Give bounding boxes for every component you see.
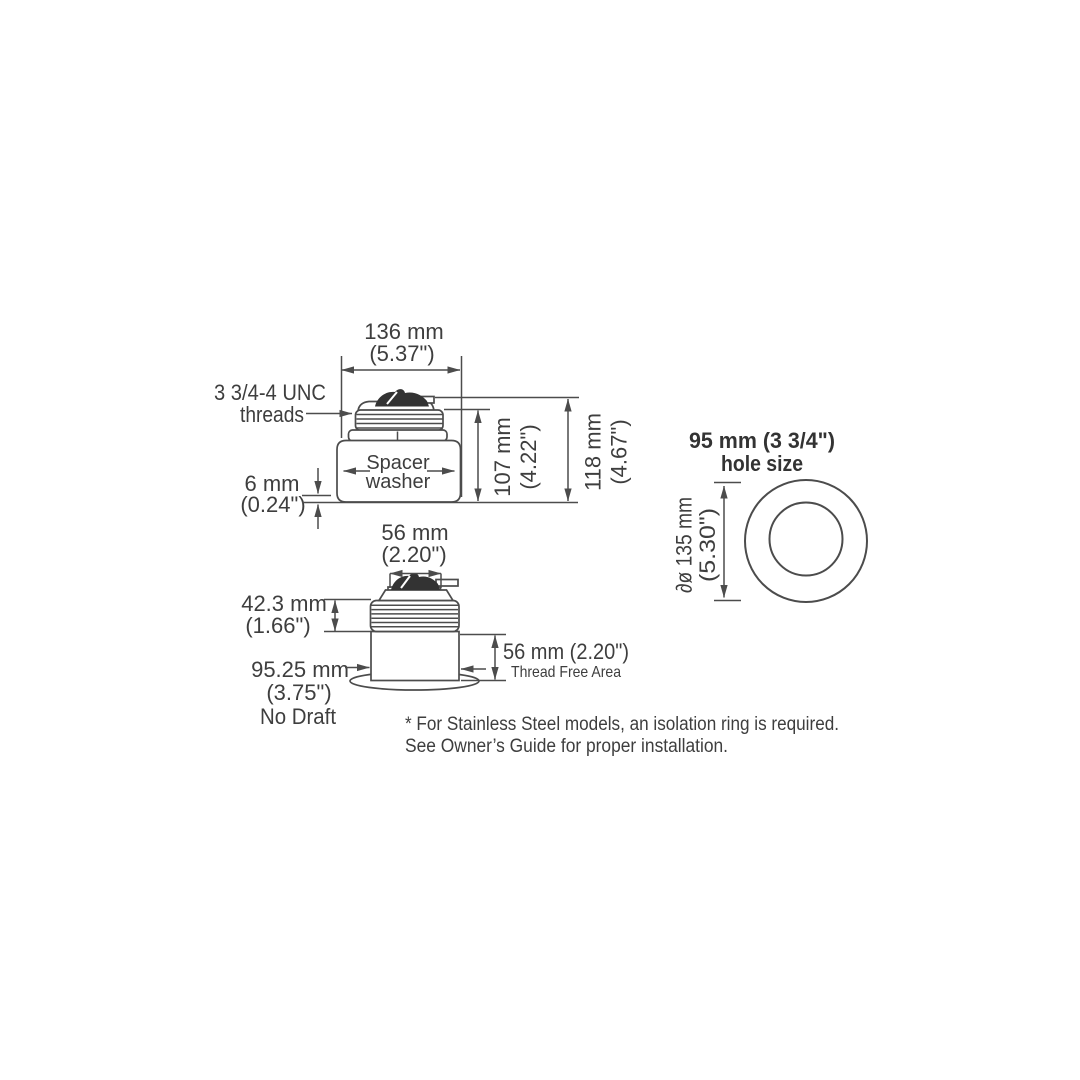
front-view-drawing [241, 520, 629, 729]
dim-135mm-inch-label: (5.30") [695, 516, 720, 582]
thread-free-area-label: Thread Free Area [511, 664, 622, 681]
spacer-washer-label-line2: washer [365, 471, 431, 493]
dim-136mm-label: 136 mm [364, 319, 444, 344]
dim-135mm-label: ∂ø 135 mm [671, 483, 697, 593]
thread-free-body [371, 632, 459, 681]
dim-42mm-label: 42.3 mm [241, 591, 327, 616]
hole-inner-circle [770, 503, 843, 576]
dim-42mm-inch-label: (1.66") [245, 613, 311, 638]
dim-107mm-label: 107 mm [490, 417, 515, 497]
side-view-drawing [214, 319, 632, 529]
cap-wing-shape-2 [391, 573, 440, 590]
dim-9525mm-label: 95.25 mm [251, 657, 349, 682]
dim-118mm-label: 118 mm [580, 413, 606, 491]
cap-wing-shape [375, 389, 429, 406]
dim-6mm-label: 6 mm [244, 471, 300, 496]
dim-118mm-inch-label: (4.67") [606, 419, 632, 485]
cap-handle-bar-2 [436, 580, 458, 587]
hole-size-title-line2: hole size [721, 451, 803, 476]
threads-callout-line1: 3 3/4-4 UNC [214, 380, 327, 405]
nut-cap [379, 590, 453, 601]
spacer-washer-label-line1: Spacer [366, 452, 430, 474]
threads-callout-line2: threads [240, 402, 304, 427]
footnote-line2: See Owner’s Guide for proper installation. [405, 736, 728, 757]
thread-free-value-label: 56 mm (2.20") [503, 639, 629, 664]
dim-136mm-inch-label: (5.37") [369, 341, 435, 366]
no-draft-label: No Draft [260, 704, 336, 729]
dim-107mm-inch-label: (4.22") [516, 424, 541, 490]
footnote-line1: * For Stainless Steel models, an isolation ring is required. [405, 714, 839, 735]
dim-9525mm-inch-label: (3.75") [266, 680, 332, 705]
footnote [405, 714, 839, 757]
hole-view-drawing [672, 428, 868, 602]
dim-56mm-cap-label: 56 mm [381, 520, 449, 545]
dim-6mm-inch-label: (0.24") [240, 492, 306, 517]
dim-56mm-cap-inch-label: (2.20") [381, 542, 447, 567]
hole-size-title-line1: 95 mm (3 3/4") [689, 428, 835, 453]
